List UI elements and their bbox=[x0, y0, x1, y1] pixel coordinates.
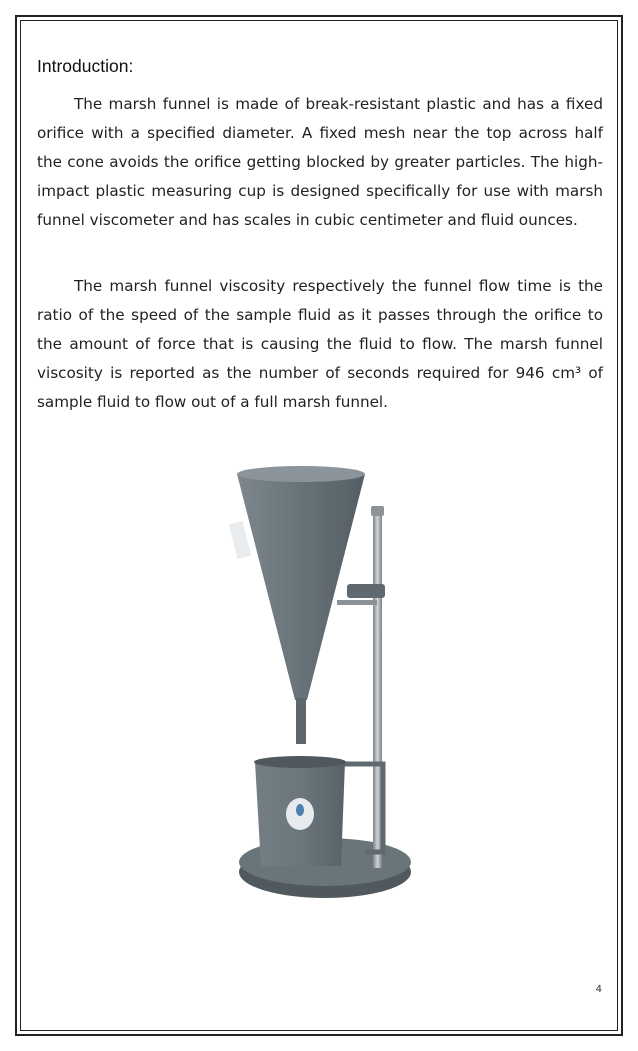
paragraph-1: The marsh funnel is made of break-resistant plastic and has a fixed orifice with a specified diameter. A fixed mesh near the top across half the cone avoids the orifice getting blocked by greater particles. The high-impact plastic measuring cup is designed specifically for use with marsh funnel viscometer and has scales in cubic centimeter and fluid ounces. bbox=[37, 95, 603, 229]
paragraph-2: The marsh funnel viscosity respectively the funnel flow time is the ratio of the speed of the sample fluid as it passes through the orifice to the amount of force that is causing the fluid to flow. The marsh funnel viscosity is reported as the number of seconds required for 946 cm³ of sample fluid to flow out of a full marsh funnel. bbox=[37, 277, 603, 411]
funnel-label bbox=[229, 521, 251, 559]
measuring-cup bbox=[254, 756, 346, 866]
marsh-funnel-figure bbox=[225, 462, 425, 902]
page-number: 4 bbox=[595, 984, 602, 995]
section-heading: Introduction: bbox=[37, 56, 134, 76]
